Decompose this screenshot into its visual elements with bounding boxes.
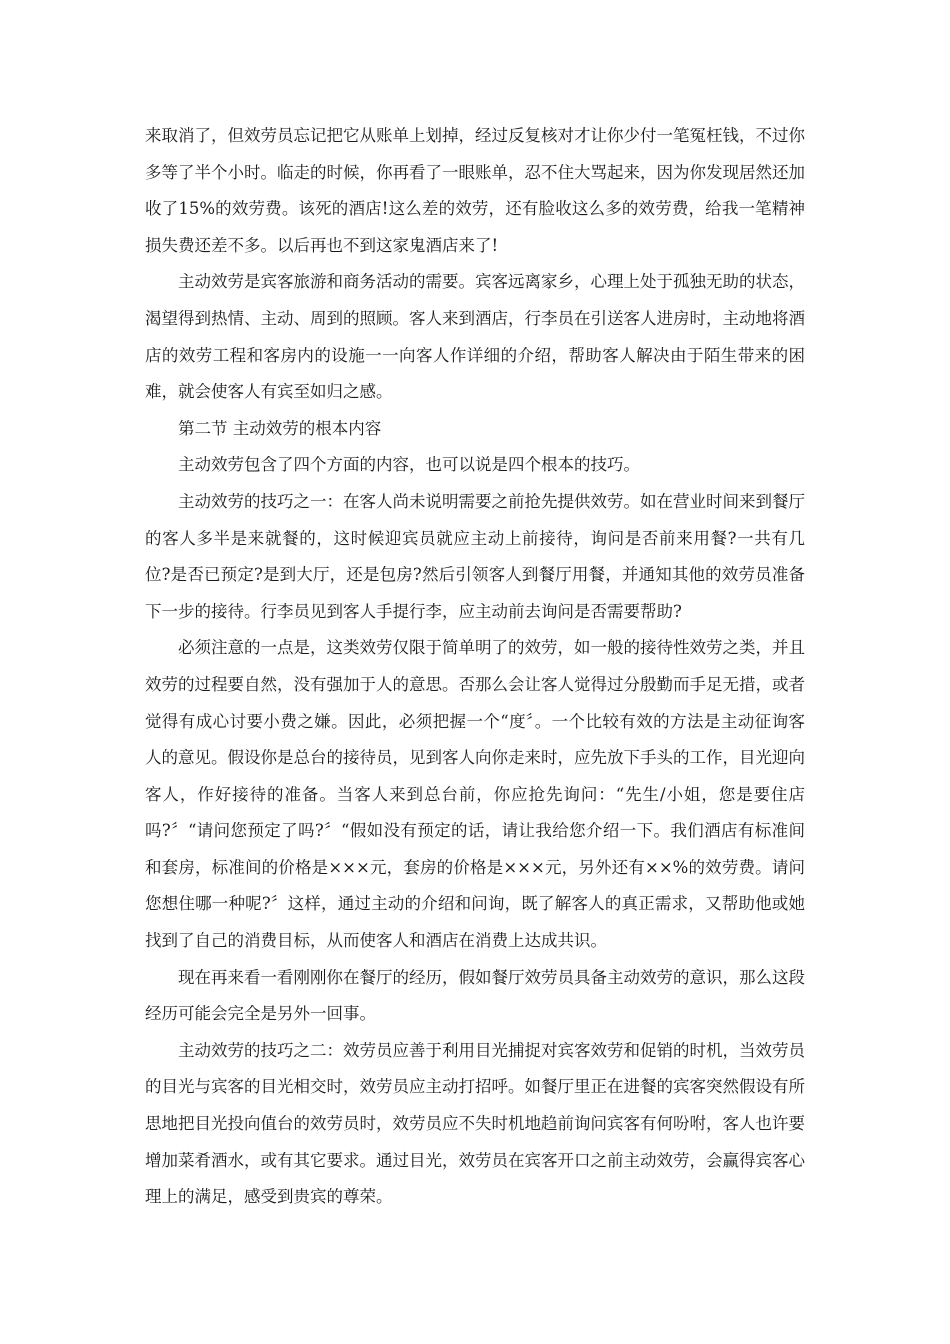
paragraph: 主动效劳包含了四个方面的内容，也可以说是四个根本的技巧。 — [178, 455, 640, 475]
paragraph-continued: 来取消了，但效劳员忘记把它从账单上划掉，经过反复核对才让你少付一笔冤枉钱，不过你多等了半个小时。临走的时候，你再看了一眼账单，忍不住大骂起来，因为你发现居然还加收了15%的效劳费。该死的酒店!这么差的效劳，还有脸收这么多的效劳费，给我一笔精神损失费还差不多。以后再也不到这家鬼酒店来了! — [145, 126, 805, 255]
document-body — [145, 118, 805, 1216]
paragraph: 主动效劳的技巧之二：效劳员应善于利用目光捕捉对宾客效劳和促销的时机，当效劳员的目光与宾客的目光相交时，效劳员应主动打招呼。如餐厅里正在进餐的宾客突然假设有所思地把目光投向值台的效劳员时，效劳员应不失时机地趋前询问宾客有何吩咐，客人也许要增加菜肴酒水，或有其它要求。通过目光，效劳员在宾客开口之前主动效劳，会赢得宾客心理上的满足，感受到贵宾的尊荣。 — [145, 1040, 805, 1207]
paragraph: 必须注意的一点是，这类效劳仅限于简单明了的效劳，如一般的接待性效劳之类，并且效劳的过程要自然，没有强加于人的意思。否那么会让客人觉得过分殷勤而手足无措，或者觉得有成心讨要小费之嫌。因此，必须把握一个“度〞。一个比较有效的方法是主动征询客人的意见。假设你是总台的接待员，见到客人向你走来时，应先放下手头的工作，目光迎向客人，作好接待的准备。当客人来到总台前，你应抢先询问：“先生/小姐，您是要住店吗?〞“请问您预定了吗?〞“假如没有预定的话，请让我给您介绍一下。我们酒店有标准间和套房，标准间的价格是×××元，套房的价格是×××元，另外还有××%的效劳费。请问您想住哪一种呢?〞这样，通过主动的介绍和问询，既了解客人的真正需求，又帮助他或她找到了自己的消费目标，从而使客人和酒店在消费上达成共识。 — [145, 638, 805, 951]
section-heading: 第二节 主动效劳的根本内容 — [178, 418, 382, 438]
paragraph: 主动效劳的技巧之一：在客人尚未说明需要之前抢先提供效劳。如在营业时间来到餐厅的客人多半是来就餐的，这时候迎宾员就应主动上前接待，询问是否前来用餐?一共有几位?是否已预定?是到大厅，还是包房?然后引领客人到餐厅用餐，并通知其他的效劳员准备下一步的接待。行李员见到客人手提行李，应主动前去询问是否需要帮助? — [145, 491, 805, 621]
paragraph: 主动效劳是宾客旅游和商务活动的需要。宾客远离家乡，心理上处于孤独无助的状态，渴望得到热情、主动、周到的照顾。客人来到酒店，行李员在引送客人进房时，主动地将酒店的效劳工程和客房内的设施一一向客人作详细的介绍，帮助客人解决由于陌生带来的困难，就会使客人有宾至如归之感。 — [145, 272, 805, 402]
paragraph: 现在再来看一看刚刚你在餐厅的经历，假如餐厅效劳员具备主动效劳的意识，那么这段经历可能会完全是另外一回事。 — [145, 967, 805, 1024]
